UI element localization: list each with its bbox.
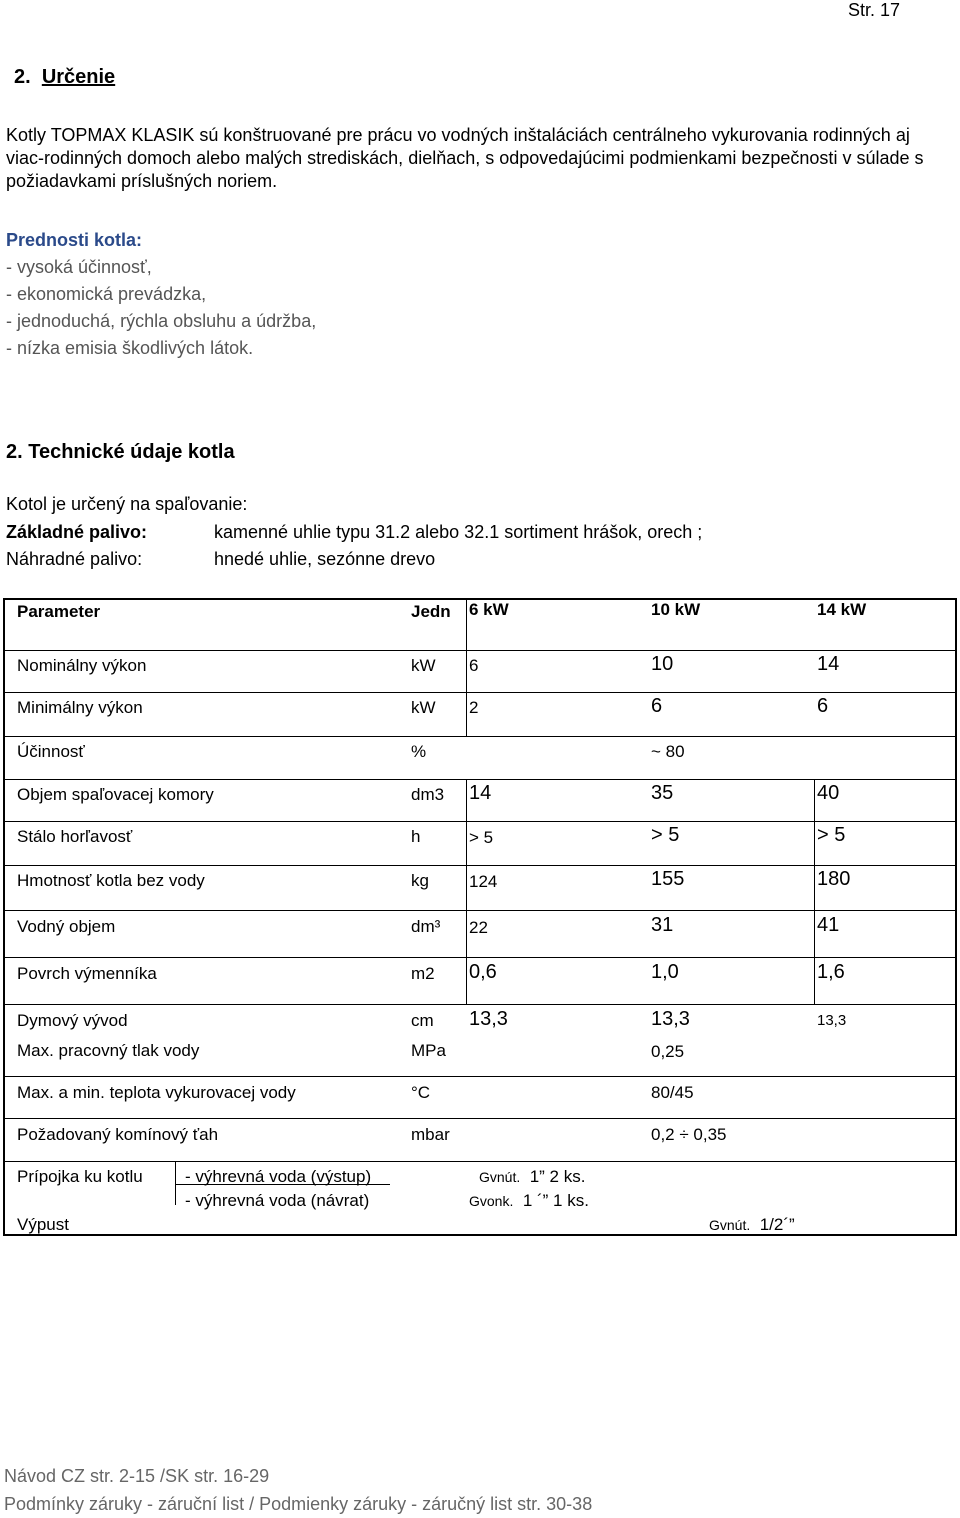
table-cell-span: 80/45 [651,1083,694,1102]
table-row-param: Povrch výmenníka [17,964,157,983]
drain-value: 1/2´” [759,1215,795,1234]
return-prefix: Gvonk. [469,1193,514,1209]
header-14kw: 14 kW [817,600,867,619]
table-row-param: Nominálny výkon [17,656,147,675]
connection-label: Prípojka ku kotlu [17,1167,143,1186]
header-10kw: 10 kW [651,600,701,619]
tech-section-title: 2. Technické údaje kotla [6,441,235,463]
table-cell: 41 [817,914,840,936]
outlet-value: 1” 2 ks. [529,1167,586,1186]
section-title [14,66,115,89]
table-row-unit: dm³ [411,917,441,936]
drain-prefix: Gvnút. [709,1217,751,1233]
primary-fuel-value: kamenné uhlie typu 31.2 alebo 32.1 sortiment hrášok, orech ; [214,522,703,542]
table-row-param: Hmotnosť kotla bez vody [17,871,205,890]
table-row-unit: m2 [411,964,435,983]
advantage-item: - nízka emisia škodlivých látok. [6,338,254,358]
return-thread [469,1191,589,1211]
outlet-thread [479,1167,585,1187]
return-label: - výhrevná voda (návrat) [185,1191,370,1210]
table-cell: 10 [651,653,674,675]
drain-thread [709,1215,795,1235]
table-cell-span: ~ 80 [651,742,685,761]
footer-line-1: Návod CZ str. 2-15 /SK str. 16-29 [4,1466,270,1486]
table-row-param: Dymový vývod [17,1011,128,1030]
table-cell: 13,3 [651,1008,690,1030]
advantage-item: - jednoduchá, rýchla obsluhu a údržba, [6,311,317,331]
table-cell: 31 [651,914,674,936]
table-row-param: Stálo horľavosť [17,827,133,846]
table-cell: 1,0 [651,961,679,983]
table-cell: > 5 [469,828,494,847]
footer-line-2: Podmínky záruky - záruční list / Podmienky záruky - záručný list str. 30-38 [4,1494,593,1514]
table-cell: 2 [469,698,479,717]
table-cell: 6 [469,656,479,675]
table-row-unit: cm [411,1011,434,1030]
table-row-unit: °C [411,1083,431,1102]
table-row-param: Požadovaný komínový ťah [17,1125,219,1144]
outlet-prefix: Gvnút. [479,1169,521,1185]
table-cell: 6 [651,695,663,717]
technical-data-table [3,598,957,1236]
advantage-item: - vysoká účinnosť, [6,257,152,277]
table-cell: 124 [469,872,498,891]
table-cell: > 5 [651,824,680,846]
table-cell: 13,3 [469,1008,508,1030]
table-cell: 14 [817,653,840,675]
table-row-unit: dm3 [411,785,445,804]
return-value: 1 ´” 1 ks. [522,1191,589,1210]
table-cell-span: 0,25 [651,1042,685,1061]
header-unit: Jedn [411,602,451,621]
secondary-fuel-label: Náhradné palivo: [6,549,143,569]
table-row-param: Objem spaľovacej komory [17,785,214,804]
table-cell: 40 [817,782,840,804]
table-cell: 14 [469,782,492,804]
primary-fuel-label: Základné palivo: [6,522,148,542]
table-cell: 1,6 [817,961,845,983]
advantages-heading: Prednosti kotla: [6,230,143,250]
header-6kw: 6 kW [469,600,509,619]
section-heading: Určenie [41,66,116,88]
header-parameter: Parameter [17,602,101,621]
table-row-unit: kW [411,698,436,717]
secondary-fuel-value: hnedé uhlie, sezónne drevo [214,549,436,569]
table-cell: 155 [651,868,685,890]
table-cell-span: 0,2 ÷ 0,35 [651,1125,727,1144]
table-row-param: Max. a min. teplota vykurovacej vody [17,1083,296,1102]
outlet-label: - výhrevná voda (výstup) [185,1167,372,1186]
fuel-intro: Kotol je určený na spaľovanie: [6,494,248,514]
table-row-unit: h [411,827,421,846]
table-cell: 22 [469,918,488,937]
section-number: 2. [14,66,31,88]
table-row-param: Účinnosť [17,742,85,761]
table-cell: 0,6 [469,961,497,983]
table-cell: 180 [817,868,851,890]
table-row-unit: % [411,742,427,761]
drain-label: Výpust [17,1215,69,1234]
table-cell: > 5 [817,824,846,846]
intro-paragraph: Kotly TOPMAX KLASIK sú konštruované pre prácu vo vodných inštaláciách centrálneho vykurovania rodinných aj viac-rodinných domoch alebo malých strediskách, dielňach, s odpovedajúcimi podmienkami bezpečnosti v súlade s požiadavkami príslušných noriem. [6,125,924,191]
table-cell: 6 [817,695,829,717]
table-row-param: Minimálny výkon [17,698,143,717]
table-row-unit: mbar [411,1125,450,1144]
table-row-param: Max. pracovný tlak vody [17,1041,200,1060]
page-number: Str. 17 [847,0,900,20]
table-row-unit: kW [411,656,436,675]
advantage-item: - ekonomická prevádzka, [6,284,207,304]
table-cell: 35 [651,782,674,804]
table-cell: 13,3 [817,1012,847,1029]
table-row-unit: MPa [411,1041,446,1060]
table-row-unit: kg [411,871,429,890]
table-row-param: Vodný objem [17,917,116,936]
